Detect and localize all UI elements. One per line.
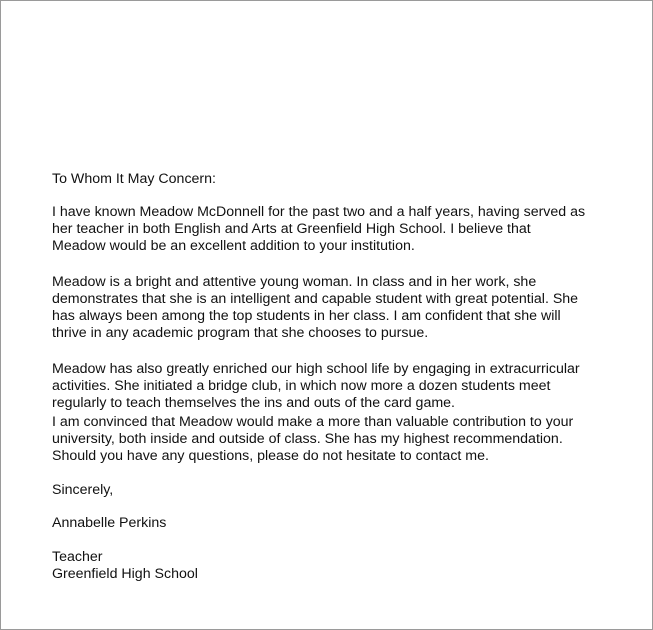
paragraph-line: university, both inside and outside of class. She has my highest recommendation. — [52, 431, 563, 447]
paragraph-line: thrive in any academic program that she chooses to pursue. — [52, 325, 429, 341]
paragraph-line: activities. She initiated a bridge club, in which now more a dozen students meet — [52, 378, 551, 394]
paragraph-intro — [52, 204, 612, 255]
paragraph-extracurricular — [52, 361, 612, 412]
paragraph-line: I have known Meadow McDonnell for the past two and a half years, having served as — [52, 204, 586, 220]
letter-body — [52, 171, 612, 583]
signer-title: Teacher — [52, 549, 103, 565]
paragraph-qualities — [52, 274, 612, 342]
paragraph-line: her teacher in both English and Arts at Greenfield High School. I believe that — [52, 221, 531, 237]
paragraph-line: Meadow has also greatly enriched our high school life by engaging in extracurricular — [52, 361, 580, 377]
paragraph-line: has always been among the top students in her class. I am confident that she will — [52, 308, 561, 324]
signer-name: Annabelle Perkins — [52, 515, 167, 531]
closing: Sincerely, — [52, 482, 114, 498]
paragraph-recommendation — [52, 414, 612, 465]
salutation: To Whom It May Concern: — [52, 171, 216, 187]
paragraph-line: Should you have any questions, please do not hesitate to contact me. — [52, 448, 489, 464]
paragraph-line: regularly to teach themselves the ins and outs of the card game. — [52, 395, 455, 411]
paragraph-line: Meadow would be an excellent addition to your institution. — [52, 238, 415, 254]
signer-organization: Greenfield High School — [52, 566, 198, 582]
paragraph-line: I am convinced that Meadow would make a more than valuable contribution to your — [52, 414, 574, 430]
paragraph-line: Meadow is a bright and attentive young woman. In class and in her work, she — [52, 274, 537, 290]
paragraph-line: demonstrates that she is an intelligent and capable student with great potential. She — [52, 291, 579, 307]
